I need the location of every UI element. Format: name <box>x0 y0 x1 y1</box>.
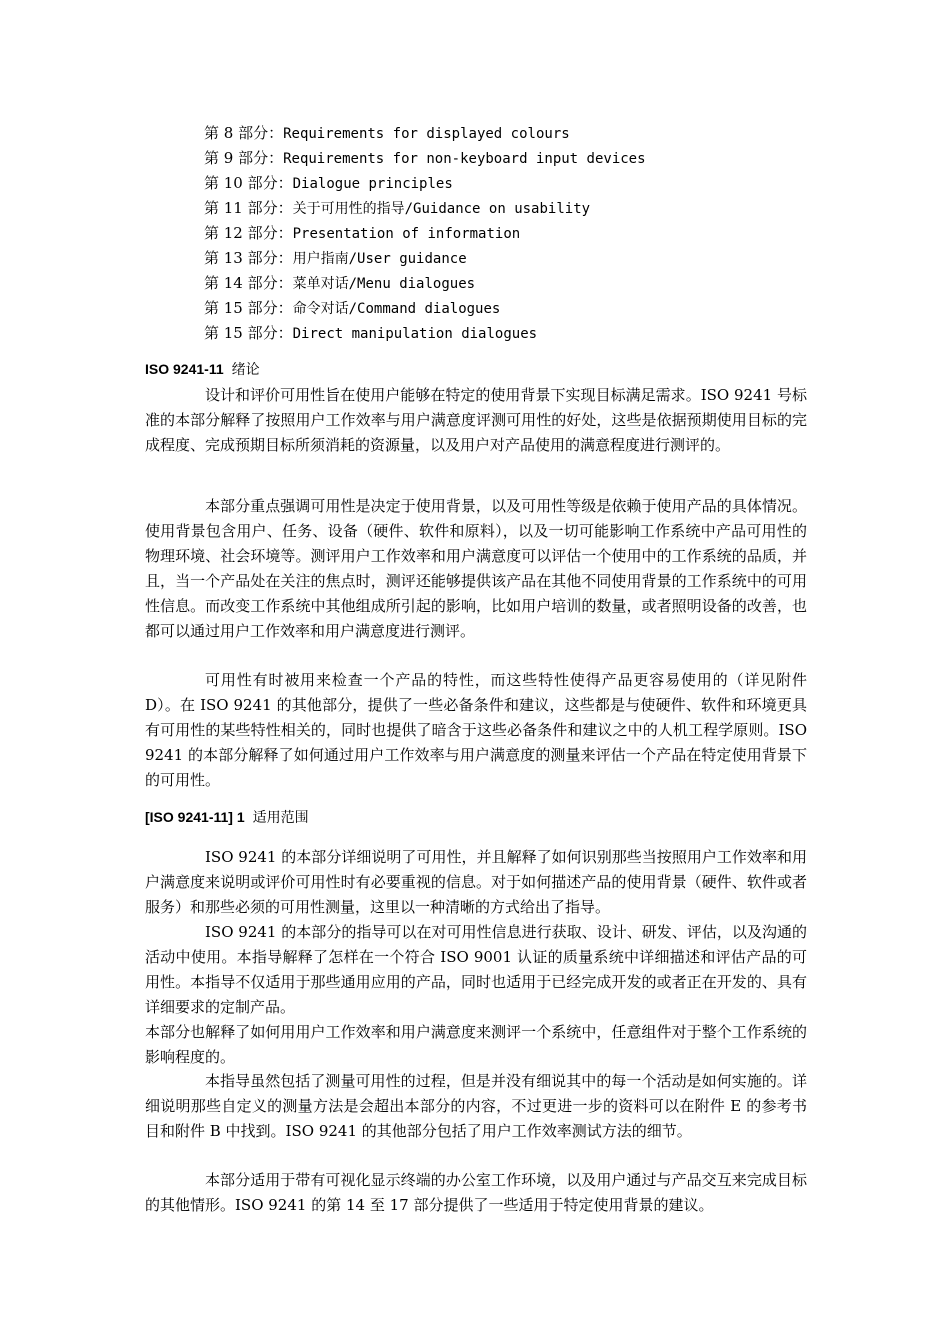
list-item <box>204 196 824 221</box>
list-item <box>204 296 824 321</box>
list-item-label: 第 8 部分： <box>204 124 284 142</box>
list-item <box>204 121 824 146</box>
list-item <box>204 221 824 246</box>
list-item-text: 菜单对话/Menu dialogues <box>292 276 476 292</box>
paragraph: 可用性有时被用来检查一个产品的特性，而这些特性使得产品更容易使用的（详见附件 D）。在 ISO 9241 的其他部分，提供了一些必备条件和建议，这些都是与使硬件、软件和环境更具有可用性的某些特性相关的，同时也提供了暗含于这些必备条件和建议之中的人机工程学原则。ISO 9241 的本部分解释了如何通过用户工作效率与用户满意度的测量来评估一个产品在特定使用背景下的可用性。 <box>145 671 807 789</box>
section-heading-intro <box>145 358 260 381</box>
list-item <box>204 171 824 196</box>
list-item <box>204 321 824 346</box>
list-item-text: 关于可用性的指导/Guidance on usability <box>292 201 591 217</box>
list-item-text: 命令对话/Command dialogues <box>292 301 501 317</box>
paragraph: ISO 9241 的本部分的指导可以在对可用性信息进行获取、设计、研发、评估，以及沟通的活动中使用。本指导解释了怎样在一个符合 ISO 9001 认证的质量系统中详细描述和评估产品的可用性。本指导不仅适用于那些通用应用的产品，同时也适用于已经完成开发的或者正在开发的、具有详细要求的定制产品。 <box>145 923 807 1016</box>
list-item-label: 第 9 部分： <box>204 149 284 167</box>
parts-list <box>204 121 824 346</box>
paragraph: ISO 9241 的本部分详细说明了可用性，并且解释了如何识别那些当按照用户工作效率和用户满意度来说明或评价可用性时有必要重视的信息。对于如何描述产品的使用背景（硬件、软件或者服务）和那些必须的可用性测量，这里以一种清晰的方式给出了指导。 <box>145 848 807 916</box>
list-item-text: Requirements for displayed colours <box>283 126 570 142</box>
list-item-text: Direct manipulation dialogues <box>292 326 538 342</box>
list-item-text: Requirements for non-keyboard input devices <box>283 151 646 167</box>
list-item-label: 第 10 部分： <box>204 174 293 192</box>
list-item-text: Presentation of information <box>292 226 521 242</box>
list-item <box>204 271 824 296</box>
heading-code: ISO 9241-11 <box>145 361 224 377</box>
list-item <box>204 146 824 171</box>
paragraph: 本部分也解释了如何用用户工作效率和用户满意度来测评一个系统中，任意组件对于整个工作系统的影响程度的。 <box>145 1023 807 1066</box>
heading-code: [ISO 9241-11] 1 <box>145 809 245 825</box>
paragraph: 设计和评价可用性旨在使用户能够在特定的使用背景下实现目标满足需求。ISO 9241 号标准的本部分解释了按照用户工作效率与用户满意度评测可用性的好处，这些是依据预期使用目标的完成程度、完成预期目标所须消耗的资源量，以及用户对产品使用的满意程度进行测评的。 <box>145 386 807 454</box>
list-item-label: 第 11 部分： <box>204 199 293 217</box>
list-item <box>204 246 824 271</box>
section-heading-scope <box>145 806 309 829</box>
paragraph: 本部分重点强调可用性是决定于使用背景，以及可用性等级是依赖于使用产品的具体情况。使用背景包含用户、任务、设备（硬件、软件和原料），以及一切可能影响工作系统中产品可用性的物理环境、社会环境等。测评用户工作效率和用户满意度可以评估一个使用中的工作系统的品质，并且，当一个产品处在关注的焦点时，测评还能够提供该产品在其他不同使用背景的工作系统中的可用性信息。而改变工作系统中其他组成所引起的影响，比如用户培训的数量，或者照明设备的改善，也都可以通过用户工作效率和用户满意度进行测评。 <box>145 497 807 640</box>
list-item-label: 第 15 部分： <box>204 324 293 342</box>
heading-title: 绪论 <box>231 362 260 378</box>
paragraph: 本指导虽然包括了测量可用性的过程，但是并没有细说其中的每一个活动是如何实施的。详细说明那些自定义的测量方法是会超出本部分的内容，不过更进一步的资料可以在附件 E 的参考书目和附件 B 中找到。ISO 9241 的其他部分包括了用户工作效率测试方法的细节。 <box>145 1072 807 1140</box>
heading-title: 适用范围 <box>252 810 309 826</box>
list-item-label: 第 13 部分： <box>204 249 293 267</box>
list-item-label: 第 12 部分： <box>204 224 293 242</box>
list-item-label: 第 15 部分： <box>204 299 293 317</box>
list-item-label: 第 14 部分： <box>204 274 293 292</box>
list-item-text: 用户指南/User guidance <box>292 251 467 267</box>
paragraph: 本部分适用于带有可视化显示终端的办公室工作环境，以及用户通过与产品交互来完成目标的其他情形。ISO 9241 的第 14 至 17 部分提供了一些适用于特定使用背景的建议。 <box>145 1171 807 1214</box>
list-item-text: Dialogue principles <box>292 176 453 192</box>
